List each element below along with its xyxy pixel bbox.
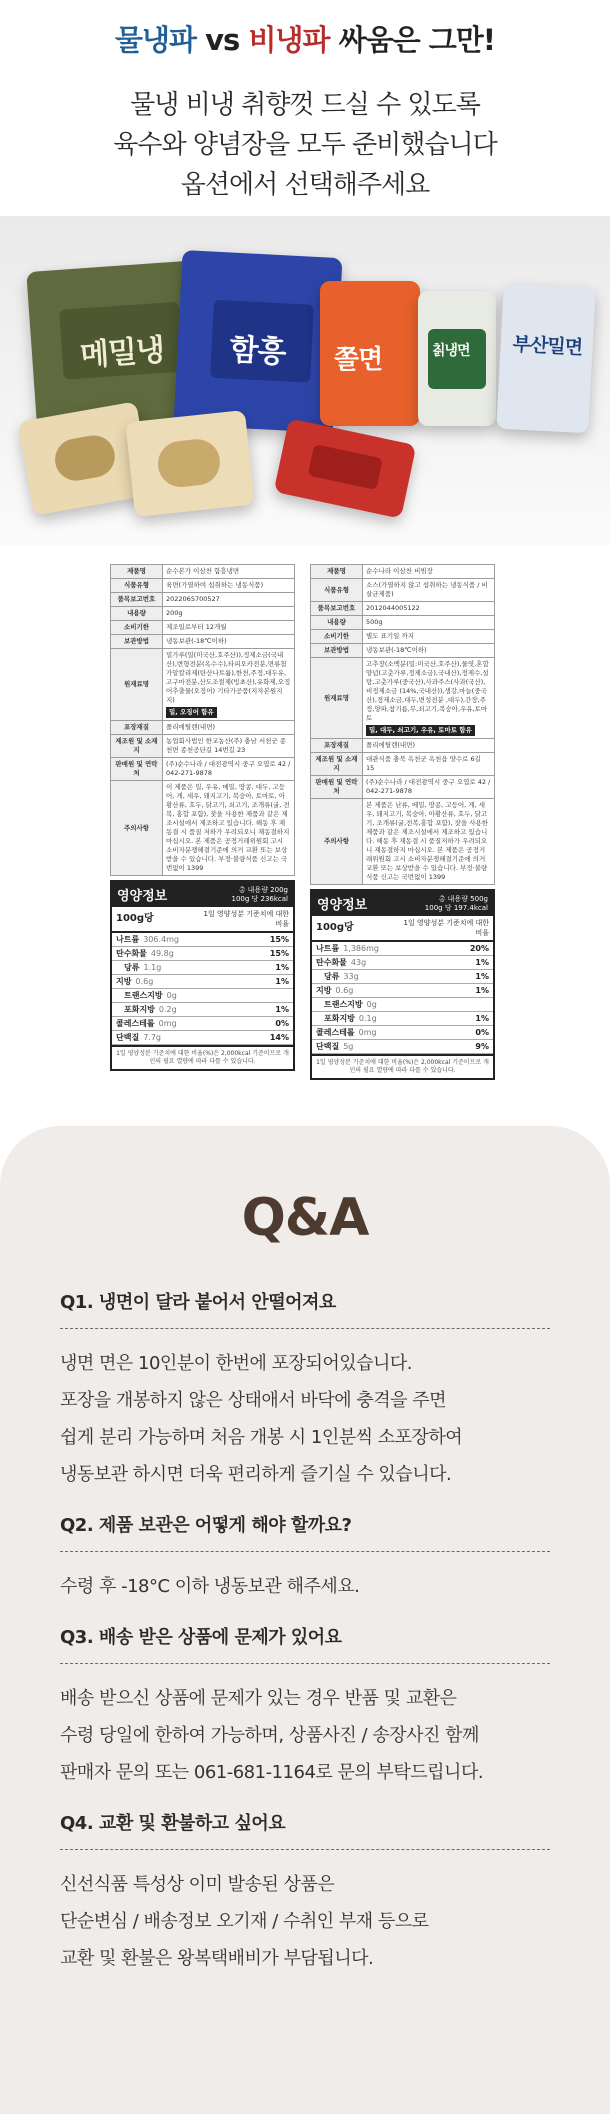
nutrient-name: 당류 xyxy=(324,972,340,981)
nutrient xyxy=(316,943,379,954)
allergen-badge: 밀, 대두, 쇠고기, 우유, 토마토 함유 xyxy=(366,725,475,736)
spec-row xyxy=(111,565,295,579)
nutrient xyxy=(124,1004,177,1015)
nutrition-row xyxy=(112,1017,293,1031)
nutrient-percent: 0% xyxy=(275,1019,289,1028)
nutrition-row xyxy=(112,989,293,1003)
allergen-badge: 밀, 오징어 함유 xyxy=(166,707,217,718)
spec-key: 보관방법 xyxy=(311,644,363,658)
spec-key: 품목보고번호 xyxy=(111,593,163,607)
broth-pack-2 xyxy=(125,410,254,517)
nutrient-percent: 1% xyxy=(475,972,489,981)
qa-answer-line: 수령 당일에 한하여 가능하며, 상품사진 / 송장사진 함께 xyxy=(60,1725,479,1746)
bibim-sauce-pack xyxy=(274,418,417,518)
nutrition-row xyxy=(312,984,493,998)
qa-answer-line: 쉽게 분리 가능하며 처음 개봉 시 1인분씩 소포장하여 xyxy=(60,1427,463,1448)
hero-title-spicy: 비냉파 xyxy=(248,23,330,57)
nutrient-percent: 1% xyxy=(475,986,489,995)
qa-list xyxy=(60,1288,550,1977)
qa-item xyxy=(60,1623,550,1791)
nutrition-basis: 100g당 xyxy=(116,913,154,924)
nutrient-name: 나트륨 xyxy=(316,944,340,953)
spec-row xyxy=(311,739,495,753)
qa-answer-line: 판매자 문의 또는 061-681-1164로 문의 부탁드립니다. xyxy=(60,1762,484,1783)
spec-row xyxy=(111,621,295,635)
pkg-label-busan: 부산밀면 xyxy=(512,333,583,359)
nutrition-row xyxy=(312,942,493,956)
nutrition-title: 영양정보 xyxy=(317,898,368,913)
qa-answer-line: 신선식품 특성상 이미 발송된 상품은 xyxy=(60,1874,335,1895)
nutrient-amount: 0mg xyxy=(358,1028,377,1037)
spec-row xyxy=(311,644,495,658)
spec-row xyxy=(311,579,495,602)
spec-value: 본 제품은 난류, 메밀, 땅콩, 고등어, 게, 새우, 돼지고기, 복숭아, 아황산류, 호두, 닭고기, 조개류(굴,전복,홍합 포함), 잣을 사용한 제품과 같은 제조시설에서 제조하고 있습니다. 해동 후 재동결 시 품질저하가 우려되오니 재동결하지 마십시오. 본 제품은 공정거래위원회 고시 소비자분쟁해결기준에 의거 교환 또는 보상받을 수 있습니다. 부정·불량식품 신고는 국번없이 1399 xyxy=(363,799,495,885)
qa-answer-line: 배송 받으신 상품에 문제가 있는 경우 반품 및 교환은 xyxy=(60,1688,457,1709)
spec-value: 대관식품 충북 옥천군 옥천읍 양수로 6길 15 xyxy=(363,753,495,776)
spec-value: 냉동보관(-18℃이하) xyxy=(363,644,495,658)
spec-row xyxy=(311,776,495,799)
nutrient-amount: 5g xyxy=(343,1042,354,1051)
spec-value: 순수나라 이삼찬 비빔장 xyxy=(363,565,495,579)
nutrient-name: 트랜스지방 xyxy=(324,1000,363,1009)
hero-subtitle-line: 물냉 비냉 취향껏 드실 수 있도록 xyxy=(130,90,480,120)
nutrient xyxy=(124,990,177,1001)
spec-value xyxy=(363,658,495,739)
qa-answer xyxy=(60,1664,550,1791)
nutrition-footnote: 1일 영양성분 기준치에 대한 비율(%)은 2,000kcal 기준이므로 개인의 필요 열량에 따라 다를 수 있습니다. xyxy=(112,1045,293,1069)
spec-row xyxy=(111,649,295,721)
qa-item xyxy=(60,1288,550,1493)
ingredients-text: 밀가루(밀(미국산,호주산)),정제소금(국내산),변형전분(옥수수),타피오카전분,면류첨가알칼리제(탄산나트륨),한천,주정,대두유,고구마전분,산도조절제(빙초산),유화제,오징어추출물(오징어) 기타가공품(지자본원지지) xyxy=(166,651,291,704)
hero-section xyxy=(0,0,610,216)
nutrient-amount: 1.1g xyxy=(143,963,162,972)
spec-table-sauce xyxy=(310,564,495,885)
spec-value: (주)순수나라 / 대전광역시 중구 오엽로 42 / 042-271-9878 xyxy=(163,758,295,781)
spec-key: 원재료명 xyxy=(111,649,163,721)
nutrition-row xyxy=(312,998,493,1012)
nutrient xyxy=(316,1027,377,1038)
spec-key: 판매원 및 연락처 xyxy=(111,758,163,781)
spec-value: 소스(가열하지 않고 섭취하는 냉동식품 / 비살균제품) xyxy=(363,579,495,602)
hero-title-end: 싸움은 그만! xyxy=(338,23,495,57)
nutrient xyxy=(116,934,179,945)
nutrition-panel-sauce xyxy=(310,889,495,1080)
nutrient-percent: 15% xyxy=(269,949,289,958)
pkg-label-hamheung: 함흥 xyxy=(228,332,287,371)
spec-value: 폴리에틸렌(내면) xyxy=(163,721,295,735)
hero-title-vs: vs xyxy=(205,23,240,57)
nutrition-footnote: 1일 영양성분 기준치에 대한 비율(%)은 2,000kcal 기준이므로 개인의 필요 열량에 따라 다를 수 있습니다. xyxy=(312,1054,493,1078)
spec-value xyxy=(163,649,295,721)
nutrient-percent: 1% xyxy=(475,1014,489,1023)
spec-row xyxy=(111,735,295,758)
nutrient xyxy=(116,948,174,959)
spec-value: 2012044005122 xyxy=(363,602,495,616)
spec-value: 폴리에틸렌(내면) xyxy=(363,739,495,753)
nutrient-name: 탄수화물 xyxy=(116,949,147,958)
nutrient xyxy=(116,1032,161,1043)
qa-question: Q4. 교환 및 환불하고 싶어요 xyxy=(60,1809,550,1850)
spec-row xyxy=(311,616,495,630)
qa-question: Q3. 배송 받은 상품에 문제가 있어요 xyxy=(60,1623,550,1664)
pkg-label-arrowroot: 칡냉면 xyxy=(432,343,470,359)
nutrient-name: 나트륨 xyxy=(116,935,140,944)
nutrient-amount: 0g xyxy=(366,1000,377,1009)
nutrition-row xyxy=(112,947,293,961)
qa-answer xyxy=(60,1552,550,1605)
nutrient-name: 당류 xyxy=(124,963,140,972)
nutrition-row xyxy=(112,1031,293,1045)
nutrient-name: 지방 xyxy=(116,977,132,986)
spec-key: 제조원 및 소재지 xyxy=(311,753,363,776)
nutrient xyxy=(116,976,153,987)
nutrition-kcal: 100g 당 197.4kcal xyxy=(424,903,488,912)
nutrition-row xyxy=(312,970,493,984)
spec-row xyxy=(311,602,495,616)
qa-item xyxy=(60,1809,550,1977)
nutrition-panel-noodle xyxy=(110,880,295,1071)
jjolmyeon-pack xyxy=(320,281,420,426)
nutrient-amount: 0.6g xyxy=(335,986,354,995)
nutrient-percent: 1% xyxy=(275,1005,289,1014)
nutrient-percent: 15% xyxy=(269,935,289,944)
spec-row xyxy=(311,658,495,739)
nutrient xyxy=(316,957,366,968)
nutrition-row xyxy=(112,975,293,989)
nutrient-name: 단백질 xyxy=(316,1042,340,1051)
nutrient-name: 콜레스테롤 xyxy=(116,1019,155,1028)
spec-key: 제품명 xyxy=(311,565,363,579)
spec-key: 식품유형 xyxy=(111,579,163,593)
spec-row xyxy=(311,630,495,644)
nutrient-amount: 33g xyxy=(343,972,359,981)
hero-subtitle-line: 옵션에서 선택해주세요 xyxy=(180,170,430,200)
nutrient xyxy=(124,962,161,973)
nutrient-name: 포화지방 xyxy=(124,1005,155,1014)
nutrition-total: 총 내용량 500g xyxy=(438,894,488,903)
qa-answer xyxy=(60,1329,550,1493)
nutrition-row xyxy=(312,1026,493,1040)
hero-title-cold: 물냉파 xyxy=(115,23,197,57)
spec-value: 냉동보관(-18℃이하) xyxy=(163,635,295,649)
spec-value: 500g xyxy=(363,616,495,630)
product-photo xyxy=(0,216,610,546)
spec-value: 이 제품은 밀, 우유, 메밀, 땅콩, 대두, 고등어, 게, 새우, 돼지고기, 복숭아, 토마토, 아황산류, 호두, 닭고기, 쇠고기, 조개류(굴, 전복, 홍합 포함), 잣을 사용한 제품과 같은 제조시설에서 제조하고 있습니다. 해동 후 재동결 시 품질 저하가 우려되오니 재동결하지 마십시오. 본 제품은 공정거래위원회 고시 소비자분쟁해결기준에 의거 교환 또는 보상받을 수 있습니다. 부정·불량식품 신고는 국번없이 1399 xyxy=(163,781,295,876)
spec-key: 판매원 및 연락처 xyxy=(311,776,363,799)
spec-row xyxy=(311,753,495,776)
spec-value: 농업회사법인 한교농산(주) 충남 서천군 종천면 종천공단길 14번길 23 xyxy=(163,735,295,758)
qa-section xyxy=(0,1126,610,2114)
nutrient-amount: 7.7g xyxy=(143,1033,161,1042)
spec-row xyxy=(111,635,295,649)
nutrient-name: 단백질 xyxy=(116,1033,140,1042)
spec-key: 소비기한 xyxy=(111,621,163,635)
nutrition-dv-head: 1일 영양성분 기준치에 대한 비율 xyxy=(203,910,289,928)
spec-value: 순수본가 이삼찬 함흥냉면 xyxy=(163,565,295,579)
nutrient xyxy=(316,985,353,996)
spec-key: 보관방법 xyxy=(111,635,163,649)
nutrition-row xyxy=(112,961,293,975)
nutrition-row xyxy=(312,956,493,970)
spec-row xyxy=(111,579,295,593)
spec-row xyxy=(111,721,295,735)
qa-answer-line: 냉동보관 하시면 더욱 편리하게 즐기실 수 있습니다. xyxy=(60,1464,452,1485)
nutrition-dv-head: 1일 영양성분 기준치에 대한 비율 xyxy=(403,919,489,937)
spec-value: 200g xyxy=(163,607,295,621)
spec-value: 육면(가열하여 섭취하는 냉동식품) xyxy=(163,579,295,593)
qa-answer-line: 포장을 개봉하지 않은 상태애서 바닥에 충격을 주면 xyxy=(60,1390,446,1411)
nutrient xyxy=(316,1041,353,1052)
spec-key: 품목보고번호 xyxy=(311,602,363,616)
spec-column-sauce xyxy=(310,564,495,1080)
nutrient-percent: 9% xyxy=(475,1042,489,1051)
nutrient-percent: 1% xyxy=(475,958,489,967)
spec-table-noodle xyxy=(110,564,295,876)
nutrient-name: 트랜스지방 xyxy=(124,991,163,1000)
product-specs xyxy=(0,546,610,1126)
nutrition-row xyxy=(112,1003,293,1017)
pkg-label-buckwheat: 메밀냉 xyxy=(79,332,166,374)
qa-item xyxy=(60,1511,550,1605)
qa-answer-line: 냉면 면은 10인분이 한번에 포장되어있습니다. xyxy=(60,1353,412,1374)
hamheung-noodle-pack xyxy=(174,250,343,433)
nutrient-name: 포화지방 xyxy=(324,1014,355,1023)
qa-answer-line: 수령 후 -18°C 이하 냉동보관 해주세요. xyxy=(60,1576,360,1597)
qa-question: Q1. 냉면이 달라 붙어서 안떨어져요 xyxy=(60,1288,550,1329)
spec-key: 내용량 xyxy=(311,616,363,630)
busan-milmyeon-pack xyxy=(496,284,595,434)
spec-row xyxy=(311,799,495,885)
spec-key: 제품명 xyxy=(111,565,163,579)
nutrient xyxy=(324,1013,377,1024)
arrowroot-noodle-pack xyxy=(418,291,496,426)
spec-row xyxy=(111,781,295,876)
pkg-label-jjolmyeon: 쫄면 xyxy=(334,345,383,375)
hero-title xyxy=(0,18,610,59)
spec-key: 주의사항 xyxy=(311,799,363,885)
qa-question: Q2. 제품 보관은 어떻게 해야 할까요? xyxy=(60,1511,550,1552)
nutrient-amount: 306.4mg xyxy=(143,935,179,944)
nutrient-percent: 20% xyxy=(469,944,489,953)
nutrient xyxy=(324,999,377,1010)
spec-key: 내용량 xyxy=(111,607,163,621)
nutrient-name: 지방 xyxy=(316,986,332,995)
spec-value: (주)순수나라 / 대전광역시 중구 오엽로 42 / 042-271-9878 xyxy=(363,776,495,799)
nutrient-name: 콜레스테롤 xyxy=(316,1028,355,1037)
nutrient-amount: 0mg xyxy=(158,1019,177,1028)
spec-row xyxy=(111,607,295,621)
spec-row xyxy=(111,758,295,781)
nutrient xyxy=(116,1018,177,1029)
qa-answer-line: 단순변심 / 배송정보 오기재 / 수취인 부재 등으로 xyxy=(60,1911,429,1932)
nutrition-row xyxy=(312,1012,493,1026)
spec-key: 포장재질 xyxy=(111,721,163,735)
nutrition-row xyxy=(112,933,293,947)
nutrient-percent: 14% xyxy=(269,1033,289,1042)
nutrient-amount: 43g xyxy=(350,958,367,967)
spec-value: 2022065700527 xyxy=(163,593,295,607)
nutrient-amount: 0.2g xyxy=(158,1005,177,1014)
spec-key: 식품유형 xyxy=(311,579,363,602)
nutrient-name: 탄수화물 xyxy=(316,958,347,967)
qa-title: Q&A xyxy=(241,1188,369,1248)
spec-key: 포장재질 xyxy=(311,739,363,753)
nutrient-amount: 49.8g xyxy=(150,949,174,958)
spec-value: 별도 표기일 까지 xyxy=(363,630,495,644)
nutrient-percent: 1% xyxy=(275,963,289,972)
ingredients-text: 고추장(소맥분(밀:미국산,호주산),물엿,혼합양념(고춧가루,정제소금),국내산),정제수,설탕,고춧가루(중국산),사과주스(사과(국산),비정제소금 (14%,국내산)),생강,마늘(중국산),정제소금,대두,변성전분 ,대두),간장,주정,양파,참기름,무,쇠고기,복숭아,우유,토마토 xyxy=(366,660,489,722)
hero-subtitle xyxy=(0,85,610,205)
nutrition-row xyxy=(312,1040,493,1054)
spec-column-noodle xyxy=(110,564,295,1071)
nutrient-amount: 0.6g xyxy=(135,977,154,986)
nutrition-kcal: 100g 당 236kcal xyxy=(231,894,288,903)
spec-row xyxy=(311,565,495,579)
spec-key: 제조원 및 소재지 xyxy=(111,735,163,758)
nutrition-title: 영양정보 xyxy=(117,889,168,904)
qa-answer xyxy=(60,1850,550,1977)
nutrient-percent: 0% xyxy=(475,1028,489,1037)
nutrient-amount: 1,386mg xyxy=(343,944,379,953)
hero-subtitle-line: 육수와 양념장을 모두 준비했습니다 xyxy=(113,130,497,160)
spec-key: 소비기한 xyxy=(311,630,363,644)
spec-key: 주의사항 xyxy=(111,781,163,876)
nutrient-percent: 1% xyxy=(275,977,289,986)
spec-row xyxy=(111,593,295,607)
nutrition-basis: 100g당 xyxy=(316,922,354,933)
spec-key: 원재료명 xyxy=(311,658,363,739)
nutrient-amount: 0g xyxy=(166,991,177,1000)
nutrient xyxy=(324,971,359,982)
qa-answer-line: 교환 및 환불은 왕복택배비가 부담됩니다. xyxy=(60,1948,374,1969)
nutrient-amount: 0.1g xyxy=(358,1014,377,1023)
nutrition-total: 총 내용량 200g xyxy=(238,885,288,894)
spec-value: 제조일로부터 12개월 xyxy=(163,621,295,635)
